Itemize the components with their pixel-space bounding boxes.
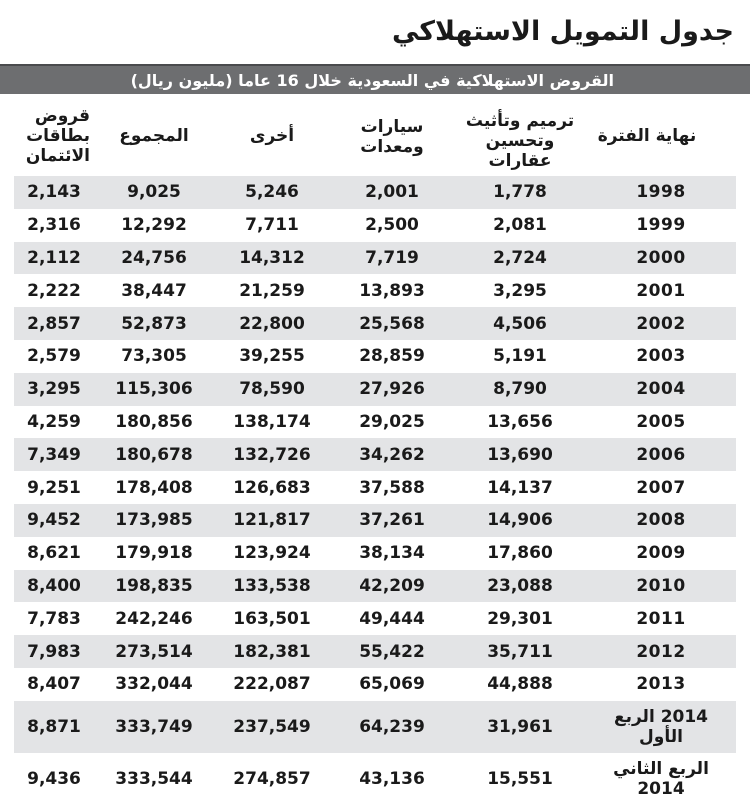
cell-credit-cards: 2,316 [27, 215, 81, 236]
cell-total: 179,918 [115, 543, 193, 564]
cell-total: 242,246 [115, 608, 193, 629]
cell-period: 2002 [636, 313, 686, 334]
cell-period: 2005 [636, 411, 686, 432]
cell-other: 132,726 [233, 444, 311, 465]
cell-credit-cards: 3,295 [27, 379, 81, 400]
cell-credit-cards: 2,112 [27, 247, 81, 268]
cell-cars: 2,001 [365, 182, 419, 203]
cell-other: 163,501 [233, 608, 311, 629]
consumer-loans-table [14, 96, 736, 805]
cell-period: 2009 [636, 543, 686, 564]
cell-renovation: 35,711 [487, 641, 553, 662]
cell-credit-cards: 8,621 [27, 543, 81, 564]
cell-total: 333,544 [115, 768, 193, 789]
table-row [14, 753, 736, 805]
cell-total: 173,985 [115, 510, 193, 531]
cell-total: 9,025 [127, 182, 181, 203]
cell-period: 2004 [636, 379, 686, 400]
cell-cars: 13,893 [359, 280, 425, 301]
cell-cars: 49,444 [359, 608, 425, 629]
cell-credit-cards: 9,452 [27, 510, 81, 531]
cell-renovation: 2,724 [493, 247, 547, 268]
cell-period: 2010 [636, 575, 686, 596]
cell-period: 1998 [636, 182, 686, 203]
header-cars: سيارات ومعدات [360, 117, 424, 157]
cell-cars: 27,926 [359, 379, 425, 400]
cell-other: 138,174 [233, 411, 311, 432]
cell-total: 178,408 [115, 477, 193, 498]
cell-credit-cards: 9,436 [27, 768, 81, 789]
table-row [14, 274, 736, 307]
cell-other: 182,381 [233, 641, 311, 662]
header-period: نهاية الفترة [597, 126, 697, 146]
cell-renovation: 14,137 [487, 477, 553, 498]
cell-cars: 28,859 [359, 346, 425, 367]
cell-credit-cards: 8,407 [27, 674, 81, 695]
cell-total: 180,856 [115, 411, 193, 432]
cell-other: 22,800 [239, 313, 305, 334]
cell-total: 52,873 [121, 313, 187, 334]
cell-total: 333,749 [115, 716, 193, 737]
cell-credit-cards: 9,251 [27, 477, 81, 498]
cell-cars: 2,500 [365, 215, 419, 236]
cell-renovation: 3,295 [493, 280, 547, 301]
cell-renovation: 29,301 [487, 608, 553, 629]
cell-total: 273,514 [115, 641, 193, 662]
cell-cars: 25,568 [359, 313, 425, 334]
cell-period: 1999 [636, 215, 686, 236]
cell-total: 115,306 [115, 379, 193, 400]
cell-other: 274,857 [233, 768, 311, 789]
cell-cars: 37,588 [359, 477, 425, 498]
cell-period: 2000 [636, 247, 686, 268]
cell-renovation: 23,088 [487, 575, 553, 596]
cell-other: 21,259 [239, 280, 305, 301]
table-header-row [14, 96, 736, 176]
cell-cars: 37,261 [359, 510, 425, 531]
table-row [14, 373, 736, 406]
cell-cars: 34,262 [359, 444, 425, 465]
table-row [14, 176, 736, 209]
table-row [14, 602, 736, 635]
cell-period: الربع الثاني 2014 [613, 758, 709, 799]
header-other: أخرى [249, 126, 295, 146]
table-caption-banner: القروض الاستهلاكية في السعودية خلال 16 عاما (مليون ريال) [0, 64, 750, 94]
cell-period: 2013 [636, 674, 686, 695]
cell-total: 180,678 [115, 444, 193, 465]
table-row [14, 537, 736, 570]
cell-renovation: 13,656 [487, 411, 553, 432]
table-row [14, 242, 736, 275]
table-row [14, 635, 736, 668]
table-row [14, 570, 736, 603]
table-row [14, 307, 736, 340]
cell-total: 198,835 [115, 575, 193, 596]
cell-other: 237,549 [233, 716, 311, 737]
table-body [14, 176, 736, 805]
cell-other: 123,924 [233, 543, 311, 564]
cell-credit-cards: 2,857 [27, 313, 81, 334]
cell-credit-cards: 4,259 [27, 411, 81, 432]
cell-cars: 42,209 [359, 575, 425, 596]
table-row [14, 471, 736, 504]
cell-credit-cards: 7,783 [27, 608, 81, 629]
cell-other: 121,817 [233, 510, 311, 531]
cell-other: 14,312 [239, 247, 305, 268]
cell-renovation: 13,690 [487, 444, 553, 465]
cell-other: 222,087 [233, 674, 311, 695]
cell-total: 38,447 [121, 280, 187, 301]
cell-renovation: 31,961 [487, 716, 553, 737]
header-total: المجموع [119, 126, 189, 146]
cell-other: 7,711 [245, 215, 299, 236]
page-title: جدول التمويل الاستهلاكي [391, 16, 734, 47]
cell-period: 2011 [636, 608, 686, 629]
cell-total: 73,305 [121, 346, 187, 367]
cell-period: 2001 [636, 280, 686, 301]
cell-other: 5,246 [245, 182, 299, 203]
cell-renovation: 17,860 [487, 543, 553, 564]
cell-renovation: 4,506 [493, 313, 547, 334]
cell-cars: 29,025 [359, 411, 425, 432]
cell-period: 2008 [636, 510, 686, 531]
cell-period: 2012 [636, 641, 686, 662]
cell-credit-cards: 2,143 [27, 182, 81, 203]
cell-renovation: 5,191 [493, 346, 547, 367]
cell-cars: 64,239 [359, 716, 425, 737]
cell-renovation: 14,906 [487, 510, 553, 531]
cell-cars: 7,719 [365, 247, 419, 268]
cell-other: 78,590 [239, 379, 305, 400]
cell-renovation: 44,888 [487, 674, 553, 695]
cell-other: 126,683 [233, 477, 311, 498]
cell-period: 2007 [636, 477, 686, 498]
cell-cars: 43,136 [359, 768, 425, 789]
cell-other: 39,255 [239, 346, 305, 367]
header-credit-cards: قروض بطاقات الائتمان [25, 106, 90, 166]
cell-renovation: 2,081 [493, 215, 547, 236]
cell-credit-cards: 7,349 [27, 444, 81, 465]
cell-credit-cards: 2,222 [27, 280, 81, 301]
cell-credit-cards: 8,871 [27, 716, 81, 737]
cell-renovation: 1,778 [493, 182, 547, 203]
table-row [14, 209, 736, 242]
table-row [14, 504, 736, 537]
cell-total: 24,756 [121, 247, 187, 268]
cell-other: 133,538 [233, 575, 311, 596]
cell-cars: 38,134 [359, 543, 425, 564]
table-row [14, 668, 736, 701]
table-row [14, 340, 736, 373]
table-row [14, 701, 736, 753]
cell-renovation: 15,551 [487, 768, 553, 789]
cell-credit-cards: 2,579 [27, 346, 81, 367]
header-renovation: ترميم وتأثيث وتحسين عقارات [465, 111, 575, 171]
cell-total: 12,292 [121, 215, 187, 236]
cell-credit-cards: 8,400 [27, 575, 81, 596]
cell-total: 332,044 [115, 674, 193, 695]
cell-period: 2006 [636, 444, 686, 465]
cell-cars: 55,422 [359, 641, 425, 662]
table-row [14, 438, 736, 471]
cell-period: 2014 الربع الأول [613, 706, 709, 747]
table-row [14, 406, 736, 439]
cell-period: 2003 [636, 346, 686, 367]
cell-credit-cards: 7,983 [27, 641, 81, 662]
cell-cars: 65,069 [359, 674, 425, 695]
cell-renovation: 8,790 [493, 379, 547, 400]
